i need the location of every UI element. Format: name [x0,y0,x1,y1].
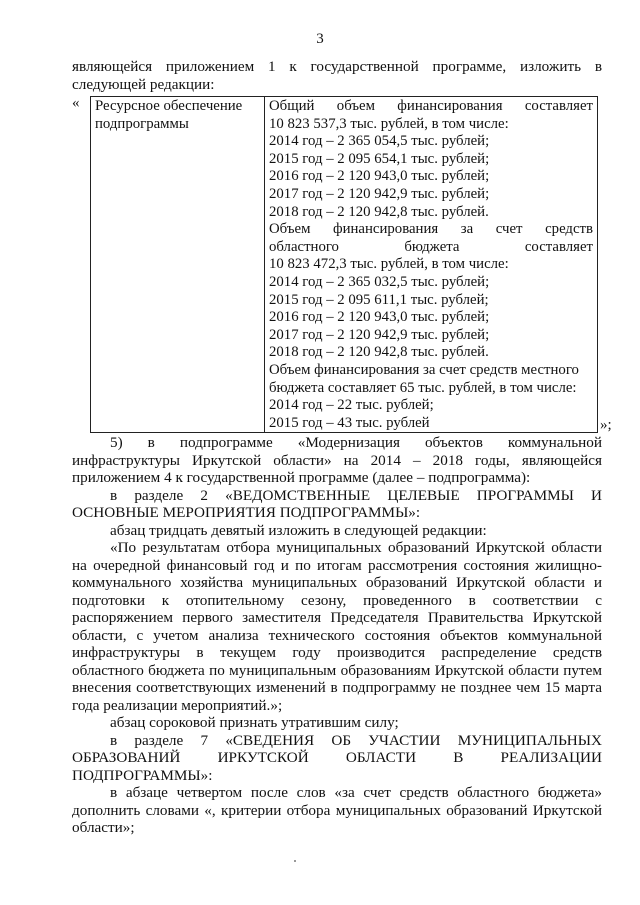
table-line: 2017 год – 2 120 942,9 тыс. рублей; [269,185,490,202]
table-line: 2014 год – 2 365 032,5 тыс. рублей; [269,273,490,290]
table-line: 2016 год – 2 120 943,0 тыс. рублей; [269,309,490,326]
intro-paragraph: являющейся приложением 1 к государственной программе, изложить в следующей редакции: [72,58,602,93]
table-line: Объем финансирования за счет средств местного [269,361,579,378]
table-value-cell [265,97,598,433]
paragraph: в разделе 7 «СВЕДЕНИЯ ОБ УЧАСТИИ МУНИЦИПАЛЬНЫХ ОБРАЗОВАНИЙ ИРКУТСКОЙ ОБЛАСТИ В РЕАЛИЗАЦИИ ПОДПРОГРАММЫ»: [72,731,602,784]
table-label-cell [91,97,265,433]
table-line: 2014 год – 2 365 054,5 тыс. рублей; [269,133,490,150]
paragraph: в абзаце четвертом после слов «за счет средств областного бюджета» дополнить словами «, критерии отбора муниципальных образований Иркутской области»; [72,784,602,836]
paragraph: в разделе 2 «ВЕДОМСТВЕННЫЕ ЦЕЛЕВЫЕ ПРОГРАММЫ И ОСНОВНЫЕ МЕРОПРИЯТИЯ ПОДПРОГРАММЫ»: [72,486,602,521]
table-line: 10 823 472,3 тыс. рублей, в том числе: [269,256,509,273]
closing-quote: »; [600,417,612,433]
table-line: 2015 год – 43 тыс. рублей [269,414,430,431]
table-line: 2015 год – 2 095 611,1 тыс. рублей; [269,291,489,308]
table-line: Общий объем финансирования составляет [269,98,593,114]
table-line: бюджета составляет 65 тыс. рублей, в том числе: [269,379,577,396]
table-line: 2018 год – 2 120 942,8 тыс. рублей. [269,344,489,361]
opening-quote: « [72,95,80,111]
table-label-line: Ресурсное обеспечение [95,98,243,114]
table-line: 10 823 537,3 тыс. рублей, в том числе: [269,115,509,132]
paragraph: «По результатам отбора муниципальных образований Иркутской области на очередной финансовый год и по итогам рассмотрения состояния жилищно-коммунального хозяйства муниципальных образований Иркутской области и подготовки к отопительному сезону, проведенного в соответствии с распоряжением первого заместителя Председателя Правительства Иркутской области, с учетом анализа технического состояния объектов коммунальной инфраструктуры в текущем году производится распределение средств областного бюджета по муниципальным образованиям Иркутской области путем внесения соответствующих изменений в подпрограмму не позднее чем 15 марта года реализации мероприятий.»; [72,539,602,714]
table-line: 2015 год – 2 095 654,1 тыс. рублей; [269,150,490,167]
paragraph: 5) в подпрограмме «Модернизация объектов коммунальной инфраструктуры Иркутской области» на 2014 – 2018 годы, являющейся приложением 4 к государственной программе (далее – подпрограмма): [72,434,602,486]
table-line: 2018 год – 2 120 942,8 тыс. рублей. [269,203,489,220]
scan-speck [294,860,296,862]
table-line: областного бюджета составляет [269,238,593,255]
document-body [72,434,602,837]
paragraph: абзац сороковой признать утратившим силу; [110,714,399,731]
table-row [91,97,598,433]
table-line: Объем финансирования за счет средств [269,221,593,238]
paragraph: абзац тридцать девятый изложить в следующей редакции: [110,521,487,539]
resource-table [90,96,598,433]
page-number: 3 [316,31,324,47]
table-line: 2016 год – 2 120 943,0 тыс. рублей; [269,168,490,185]
table-line: 2017 год – 2 120 942,9 тыс. рублей; [269,326,490,343]
table-line: 2014 год – 22 тыс. рублей; [269,397,434,414]
table-label-line: подпрограммы [95,115,189,132]
